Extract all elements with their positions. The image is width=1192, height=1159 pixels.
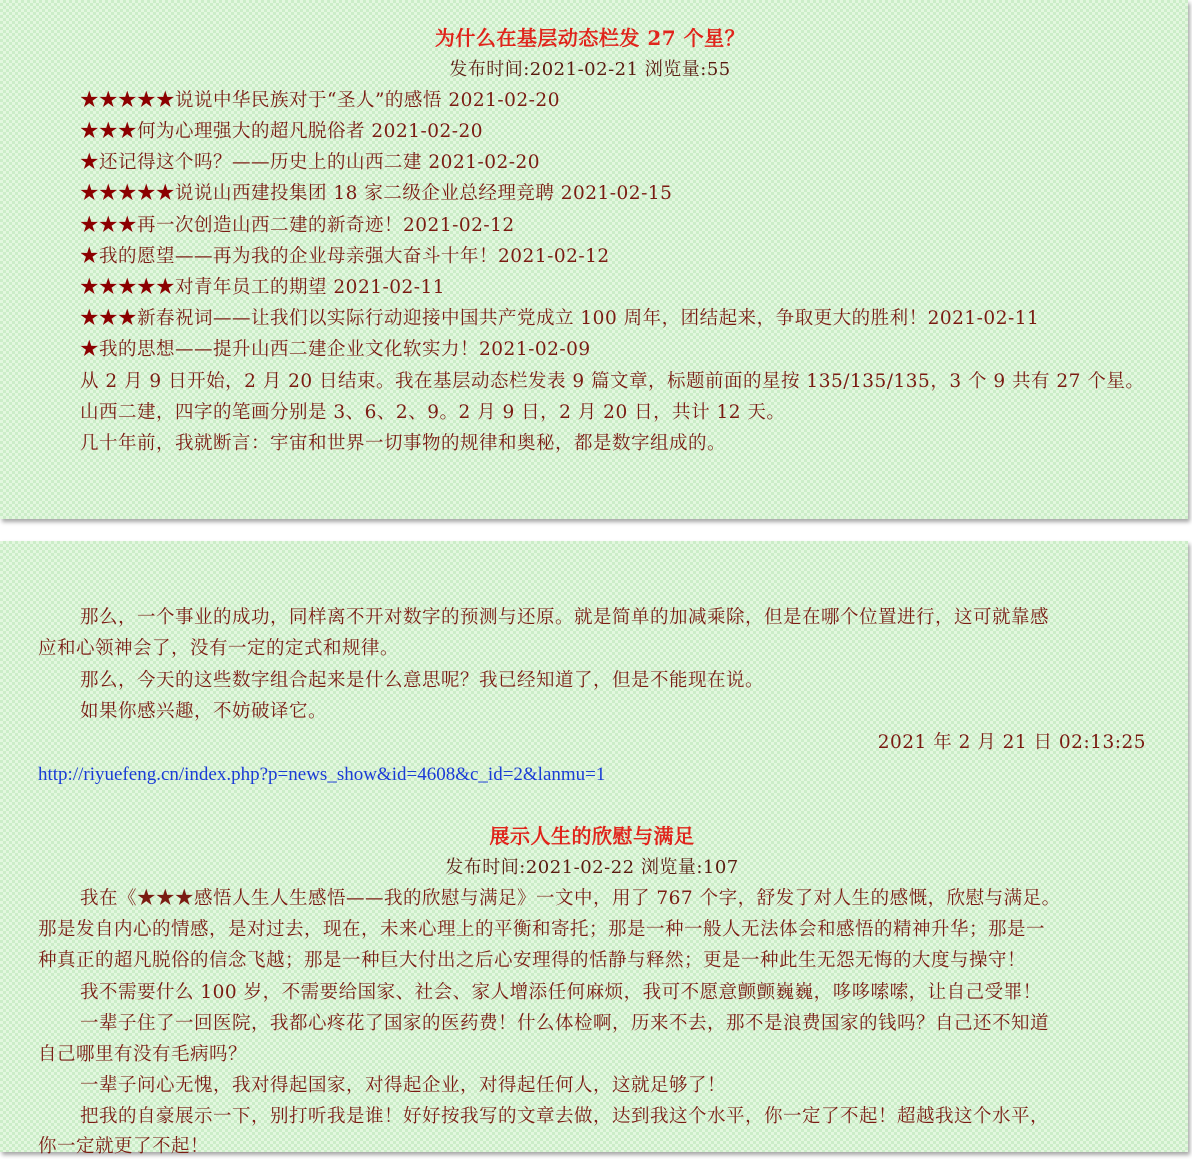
article-meta: 发布时间:2021-02-22 浏览量:107 [445,857,739,878]
paragraph: 把我的自豪展示一下，别打听我是谁！好好按我写的文章去做，达到我这个水平，你一定了不起！超越我这个水平， [80,1106,1050,1127]
article-url-link[interactable]: http://riyuefeng.cn/index.php?p=news_show&id=4608&c_id=2&lanmu=1 [38,764,606,785]
list-item-text: 我的愿望——再为我的企业母亲强大奋斗十年！2021-02-12 [99,246,610,267]
paragraph: 几十年前，我就断言：宇宙和世界一切事物的规律和奥秘，都是数字组成的。 [80,433,727,454]
list-item-text: 说说中华民族对于“圣人”的感悟 2021-02-20 [175,90,560,111]
article-title[interactable]: 为什么在基层动态栏发 27 个星？ [434,26,746,50]
paragraph: 自己哪里有没有毛病吗？ [38,1044,248,1065]
article-meta: 发布时间:2021-02-21 浏览量:55 [449,59,731,80]
paragraph: 一辈子住了一回医院，我都心疼花了国家的医药费！什么体检啊，历来不去，那不是浪费国家的钱吗？自己还不知道 [80,1013,1050,1034]
paragraph: 如果你感兴趣，不妨破译它。 [80,701,328,722]
paragraph: 从 2 月 9 日开始，2 月 20 日结束。我在基层动态栏发表 9 篇文章，标题前面的星按 135/135/135，3 个 9 共有 27 个星。 [80,371,1145,392]
list-item-text: 再一次创造山西二建的新奇迹！2021-02-12 [137,215,515,236]
star-rating: ★★★ [80,215,138,236]
paragraph: 那是发自内心的情感，是对过去，现在，未来心理上的平衡和寄托；那是一种一般人无法体会和感悟的精神升华；那是一 [38,919,1046,940]
star-rating: ★ [80,339,100,360]
paragraph: 你一定就更了不起！ [38,1136,210,1157]
paragraph: 一辈子问心无愧，我对得起国家，对得起企业，对得起任何人，这就足够了！ [80,1075,727,1096]
paragraph: 种真正的超凡脱俗的信念飞越；那是一种巨大付出之后心安理得的恬静与释然；更是一种此生无怨无悔的大度与操守！ [38,950,1027,971]
list-item [80,276,445,300]
list-item [80,307,1039,331]
article-title[interactable]: 展示人生的欣慰与满足 [489,824,695,848]
paragraph: 应和心领神会了，没有一定的定式和规律。 [38,638,400,659]
list-item [80,120,483,144]
document-page-2 [0,541,1188,1157]
paragraph: 那么，一个事业的成功，同样离不开对数字的预测与还原。就是简单的加减乘除，但是在哪个位置进行，这可就靠感 [80,607,1050,628]
list-item-text: 还记得这个吗？——历史上的山西二建 2021-02-20 [99,152,541,173]
list-item-text: 何为心理强大的超凡脱俗者 2021-02-20 [137,121,484,142]
document-page-1 [0,0,1188,519]
star-rating: ★★★ [80,121,138,142]
star-rating: ★★★★★ [80,277,176,298]
list-item-text: 对青年员工的期望 2021-02-11 [175,277,446,298]
list-item [80,89,560,113]
list-item-text: 新春祝词——让我们以实际行动迎接中国共产党成立 100 周年，团结起来，争取更大的胜利！2021-02-11 [137,308,1040,329]
list-item [80,214,515,238]
list-item [80,151,540,175]
list-item [80,338,591,362]
paragraph: 我在《★★★感悟人生人生感悟——我的欣慰与满足》一文中，用了 767 个字，舒发了对人生的感慨，欣慰与满足。 [80,888,1061,909]
star-rating: ★★★ [80,308,138,329]
star-rating: ★ [80,246,100,267]
post-datetime: 2021 年 2 月 21 日 02:13:25 [877,732,1146,753]
paragraph: 我不需要什么 100 岁，不需要给国家、社会、家人增添任何麻烦，我可不愿意颤颤巍巍，哆哆嗦嗦，让自己受罪！ [80,982,1042,1003]
star-rating: ★★★★★ [80,183,176,204]
list-item-text: 我的思想——提升山西二建企业文化软实力！2021-02-09 [99,339,591,360]
star-rating: ★ [80,152,100,173]
paragraph: 那么，今天的这些数字组合起来是什么意思呢？我已经知道了，但是不能现在说。 [80,670,765,691]
list-item [80,245,610,269]
list-item [80,182,672,206]
star-rating: ★★★★★ [80,90,176,111]
list-item-text: 说说山西建投集团 18 家二级企业总经理竞聘 2021-02-15 [175,183,673,204]
paragraph: 山西二建，四字的笔画分别是 3、6、2、9。2 月 9 日，2 月 20 日，共计 12 天。 [80,402,786,423]
